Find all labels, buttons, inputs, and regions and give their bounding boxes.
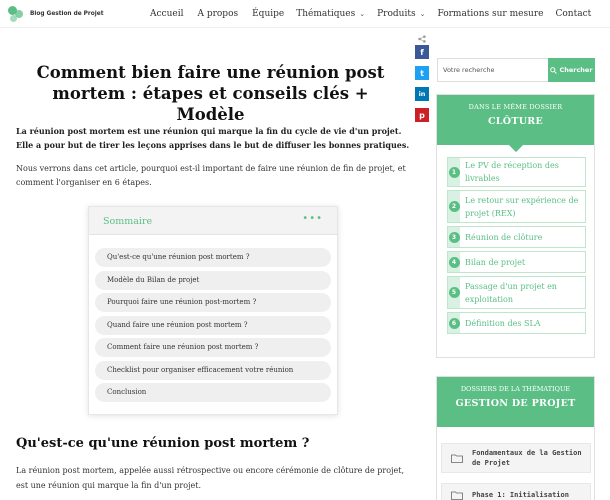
dossier-item[interactable]: 6 Définition des SLA (447, 312, 586, 334)
page-title: Comment bien faire une réunion post mortem : étapes et conseils clés + Modèle (36, 63, 385, 124)
intro-bold-text: La réunion post mortem est une réunion qui marque la fin du cycle de vie d'un projet. Elle a pour but de tirer les leçons apprises dans le but de diffuser les bonnes pratiques. (16, 126, 410, 150)
dossier-item[interactable]: 4 Bilan de projet (447, 251, 586, 273)
folder-label: Fondamentaux de la Gestion de Projet (472, 449, 582, 467)
facebook-icon: f (420, 47, 424, 57)
step-number-badge: 2 (449, 201, 460, 212)
site-header (0, 0, 610, 28)
folder-icon (451, 491, 463, 500)
facebook-share-button[interactable] (415, 45, 429, 59)
nav-item-produits[interactable]: Produits ⌄ (377, 9, 426, 19)
thematique-name[interactable]: GESTION DE PROJET (455, 398, 576, 409)
step-number-badge: 6 (449, 318, 460, 329)
toc-item[interactable]: Modèle du Bilan de projet (95, 271, 331, 290)
folder-icon (451, 454, 463, 463)
thematique-header (437, 377, 594, 427)
search-button[interactable] (548, 58, 595, 82)
dossier-list (447, 157, 586, 337)
dossier-header (437, 95, 594, 145)
twitter-icon: t (420, 68, 424, 78)
main-nav (150, 9, 591, 19)
search-icon (550, 67, 557, 74)
toc-list (95, 248, 331, 406)
toc-toggle-icon[interactable]: ••• (302, 213, 323, 224)
linkedin-icon: in (418, 90, 426, 98)
thematique-subtitle: DOSSIERS DE LA THÉMATIQUE (460, 385, 571, 393)
step-number-badge: 5 (449, 287, 460, 298)
table-of-contents (88, 206, 338, 415)
nav-item-contact[interactable]: Contact (555, 9, 592, 19)
toc-item[interactable]: Quand faire une réunion post mortem ? (95, 316, 331, 335)
toc-item[interactable]: Pourquoi faire une réunion post-mortem ? (95, 293, 331, 312)
site-logo[interactable] (6, 4, 103, 24)
toc-item[interactable]: Qu'est-ce qu'une réunion post mortem ? (95, 248, 331, 267)
pinterest-share-button[interactable] (415, 108, 429, 122)
folder-label: Phase 1: Initialisation (472, 491, 569, 499)
step-number-badge: 1 (449, 167, 460, 178)
toc-title: Sommaire (103, 216, 153, 227)
section-paragraph: La réunion post mortem, appelée aussi rétrospective ou encore cérémonie de clôture de projet, est une réunion qui marque la fin d'un projet. (16, 466, 404, 490)
chevron-down-icon: ⌄ (419, 10, 426, 18)
step-number-badge: 3 (449, 232, 460, 243)
nav-item-thematiques[interactable]: Thématiques ⌄ (296, 9, 366, 19)
search-form (437, 58, 595, 82)
nav-item-formations[interactable]: Formations sur mesure (437, 9, 544, 19)
logo-text: Blog Gestion de Projet (30, 11, 104, 17)
dossier-name[interactable]: CLÔTURE (487, 116, 544, 127)
toc-item[interactable]: Checklist pour organiser efficacement votre réunion (95, 361, 331, 380)
section-heading: Qu'est-ce qu'une réunion post mortem ? (16, 436, 310, 451)
share-icon (415, 35, 429, 45)
linkedin-share-button[interactable] (415, 87, 429, 101)
toc-header[interactable] (89, 207, 337, 235)
logo-icon (6, 4, 26, 24)
dossier-item[interactable]: 1 Le PV de réception des livrables (447, 157, 586, 187)
chevron-down-icon: ⌄ (359, 10, 366, 18)
nav-item-equipe[interactable]: Équipe (252, 9, 285, 19)
pinterest-icon: p (419, 110, 425, 120)
step-number-badge: 4 (449, 257, 460, 268)
toc-item[interactable]: Comment faire une réunion post mortem ? (95, 338, 331, 357)
search-button-label: Chercher (559, 66, 593, 74)
intro-text: Nous verrons dans cet article, pourquoi est-il important de faire une réunion de fin de projet, et comment l'organiser en 6 étapes. (16, 164, 406, 187)
dossier-item[interactable]: 2 Le retour sur expérience de projet (REX) (447, 190, 586, 223)
folder-item[interactable] (441, 483, 591, 500)
dossier-subtitle: DANS LE MÊME DOSSIER (468, 103, 563, 111)
dossier-item[interactable]: 3 Réunion de clôture (447, 226, 586, 248)
search-input[interactable]: Votre recherche (437, 58, 548, 82)
toc-item[interactable]: Conclusion (95, 383, 331, 402)
share-bar (415, 35, 429, 129)
same-dossier-widget (436, 94, 595, 358)
twitter-share-button[interactable] (415, 66, 429, 80)
folder-item[interactable] (441, 443, 591, 473)
nav-item-a-propos[interactable]: A propos (197, 9, 239, 19)
dossier-item[interactable]: 5 Passage d'un projet en exploitation (447, 276, 586, 309)
thematique-widget (436, 376, 595, 500)
nav-item-accueil[interactable]: Accueil (150, 9, 184, 19)
